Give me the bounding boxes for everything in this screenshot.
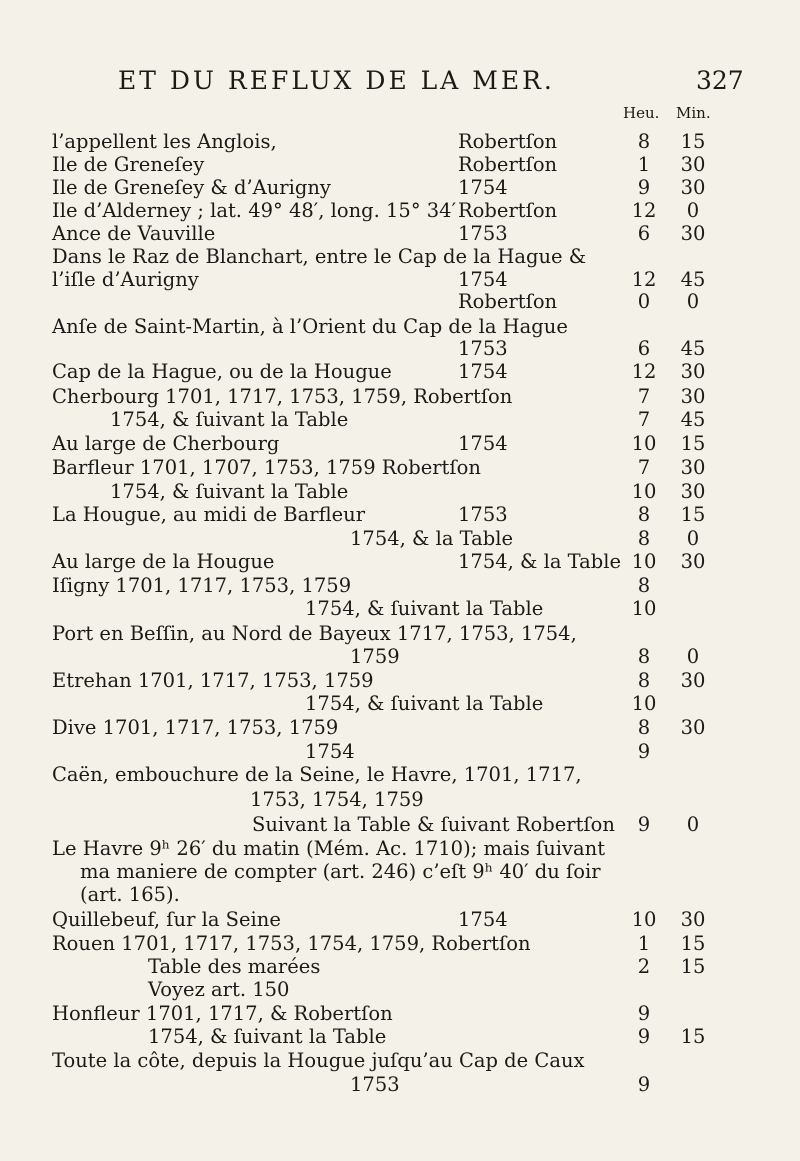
- entry-text: (art. 165).: [80, 883, 180, 906]
- entry-text: Cap de la Hague, ou de la Hougue: [52, 360, 392, 383]
- entry-text: Table des marées: [148, 955, 321, 978]
- entry-hours: 2: [637, 955, 651, 978]
- entry-source: Robertſon: [458, 153, 558, 176]
- entry-hours: 8: [637, 130, 651, 153]
- entry-minutes: 15: [680, 432, 706, 455]
- entry-hours: 8: [637, 669, 651, 692]
- entry-hours: 9: [637, 1025, 651, 1048]
- entry-text: Etrehan 1701, 1717, 1753, 1759: [52, 669, 374, 692]
- entry-hours: 1: [637, 932, 651, 955]
- entry-text: Caën, embouchure de la Seine, le Havre, 1701, 1717,: [52, 763, 582, 786]
- entry-hours: 7: [637, 408, 651, 431]
- entry-text: Suivant la Table & ſuivant Robertſon: [252, 813, 615, 836]
- entry-hours: 7: [637, 456, 651, 479]
- entry-minutes: 15: [680, 932, 706, 955]
- entry-text: Au large de la Hougue: [52, 550, 275, 573]
- entry-minutes: 30: [680, 550, 706, 573]
- entry-text: 1754, & ſuivant la Table: [110, 480, 349, 503]
- entry-minutes: 0: [686, 527, 700, 550]
- entry-text: Quillebeuf, ſur la Seine: [52, 908, 281, 931]
- entry-text: 1753: [350, 1073, 400, 1096]
- entry-text: Ance de Vauville: [52, 222, 216, 245]
- entry-text: 1754, & ſuivant la Table: [110, 408, 349, 431]
- entry-text: Barfleur 1701, 1707, 1753, 1759 Robertſon: [52, 456, 481, 479]
- entry-text: 1753, 1754, 1759: [250, 788, 424, 811]
- entry-hours: 8: [637, 527, 651, 550]
- entry-text: Honfleur 1701, 1717, & Robertſon: [52, 1002, 393, 1025]
- entry-source: 1754: [458, 908, 508, 931]
- entry-hours: 10: [631, 480, 657, 503]
- entry-text: Rouen 1701, 1717, 1753, 1754, 1759, Robertſon: [52, 932, 531, 955]
- entry-minutes: 30: [680, 716, 706, 739]
- entry-hours: 7: [637, 385, 651, 408]
- entry-source: 1754: [458, 268, 508, 291]
- entry-text: Le Havre 9ʰ 26′ du matin (Mém. Ac. 1710); mais ſuivant: [52, 837, 606, 860]
- entry-minutes: 0: [686, 199, 700, 222]
- entry-minutes: 45: [680, 268, 706, 291]
- entry-text: Ile de Greneſey & d’Aurigny: [52, 176, 331, 199]
- entry-text: Au large de Cherbourg: [52, 432, 280, 455]
- entry-source: 1754, & la Table: [458, 550, 622, 573]
- column-header-minutes: Min.: [676, 104, 711, 122]
- entry-hours: 9: [637, 813, 651, 836]
- entry-minutes: 45: [680, 337, 706, 360]
- entry-text: Port en Beſſin, au Nord de Bayeux 1717, 1753, 1754,: [52, 622, 577, 645]
- entry-source: 1753: [458, 503, 508, 526]
- entry-hours: 0: [637, 290, 651, 313]
- entry-hours: 8: [637, 645, 651, 668]
- entry-text: Ile de Greneſey: [52, 153, 205, 176]
- entry-hours: 1: [637, 153, 651, 176]
- entry-minutes: 45: [680, 408, 706, 431]
- entry-minutes: 30: [680, 360, 706, 383]
- page-number: 327: [696, 66, 744, 95]
- entry-minutes: 30: [680, 480, 706, 503]
- entry-minutes: 30: [680, 222, 706, 245]
- entry-minutes: 0: [686, 290, 700, 313]
- entry-hours: 9: [637, 740, 651, 763]
- entry-text: Voyez art. 150: [148, 978, 290, 1001]
- entry-hours: 9: [637, 1002, 651, 1025]
- entry-source: 1754: [458, 176, 508, 199]
- entry-text: Dans le Raz de Blanchart, entre le Cap de la Hague &: [52, 245, 587, 268]
- entry-hours: 12: [631, 268, 657, 291]
- entry-text: Ile d’Alderney ; lat. 49° 48′, long. 15° 34′: [52, 199, 457, 222]
- entry-hours: 9: [637, 176, 651, 199]
- entry-text: 1754: [305, 740, 355, 763]
- entry-hours: 6: [637, 222, 651, 245]
- entry-hours: 10: [631, 908, 657, 931]
- entry-text: Iſigny 1701, 1717, 1753, 1759: [52, 574, 352, 597]
- entry-text: Anſe de Saint-Martin, à l’Orient du Cap de la Hague: [52, 315, 568, 338]
- entry-hours: 8: [637, 716, 651, 739]
- entry-hours: 10: [631, 550, 657, 573]
- entry-text: 1759: [350, 645, 400, 668]
- entry-minutes: 30: [680, 176, 706, 199]
- entry-text: 1754, & ſuivant la Table: [148, 1025, 387, 1048]
- entry-minutes: 15: [680, 503, 706, 526]
- entry-minutes: 15: [680, 130, 706, 153]
- entry-text: Dive 1701, 1717, 1753, 1759: [52, 716, 339, 739]
- entry-source: 1753: [458, 337, 508, 360]
- entry-minutes: 0: [686, 645, 700, 668]
- entry-minutes: 30: [680, 456, 706, 479]
- entry-text: Toute la côte, depuis la Hougue juſqu’au Cap de Caux: [52, 1049, 585, 1072]
- entry-source: Robertſon: [458, 290, 558, 313]
- entry-text: 1754, & la Table: [350, 527, 514, 550]
- entry-minutes: 30: [680, 153, 706, 176]
- running-head: ET DU REFLUX DE LA MER.: [118, 66, 555, 95]
- entry-hours: 10: [631, 692, 657, 715]
- entry-source: 1754: [458, 432, 508, 455]
- entry-text: l’appellent les Anglois,: [52, 130, 277, 153]
- entry-minutes: 30: [680, 669, 706, 692]
- entry-hours: 10: [631, 432, 657, 455]
- entry-hours: 8: [637, 574, 651, 597]
- entry-hours: 8: [637, 503, 651, 526]
- entry-minutes: 30: [680, 385, 706, 408]
- entry-minutes: 0: [686, 813, 700, 836]
- entry-source: Robertſon: [458, 130, 558, 153]
- entry-text: 1754, & ſuivant la Table: [305, 692, 544, 715]
- entry-text: Cherbourg 1701, 1717, 1753, 1759, Robertſon: [52, 385, 513, 408]
- entry-source: 1753: [458, 222, 508, 245]
- entry-hours: 6: [637, 337, 651, 360]
- entry-minutes: 15: [680, 1025, 706, 1048]
- entry-text: l’iſle d’Aurigny: [52, 268, 199, 291]
- entry-hours: 12: [631, 360, 657, 383]
- entry-hours: 12: [631, 199, 657, 222]
- entry-text: ma maniere de compter (art. 246) c’eſt 9ʰ 40′ du ſoir: [80, 860, 601, 883]
- entry-minutes: 15: [680, 955, 706, 978]
- entry-source: 1754: [458, 360, 508, 383]
- entry-minutes: 30: [680, 908, 706, 931]
- entry-hours: 10: [631, 597, 657, 620]
- column-header-hours: Heu.: [623, 104, 660, 122]
- entry-source: Robertſon: [458, 199, 558, 222]
- entry-text: 1754, & ſuivant la Table: [305, 597, 544, 620]
- entry-hours: 9: [637, 1073, 651, 1096]
- entry-text: La Hougue, au midi de Barfleur: [52, 503, 366, 526]
